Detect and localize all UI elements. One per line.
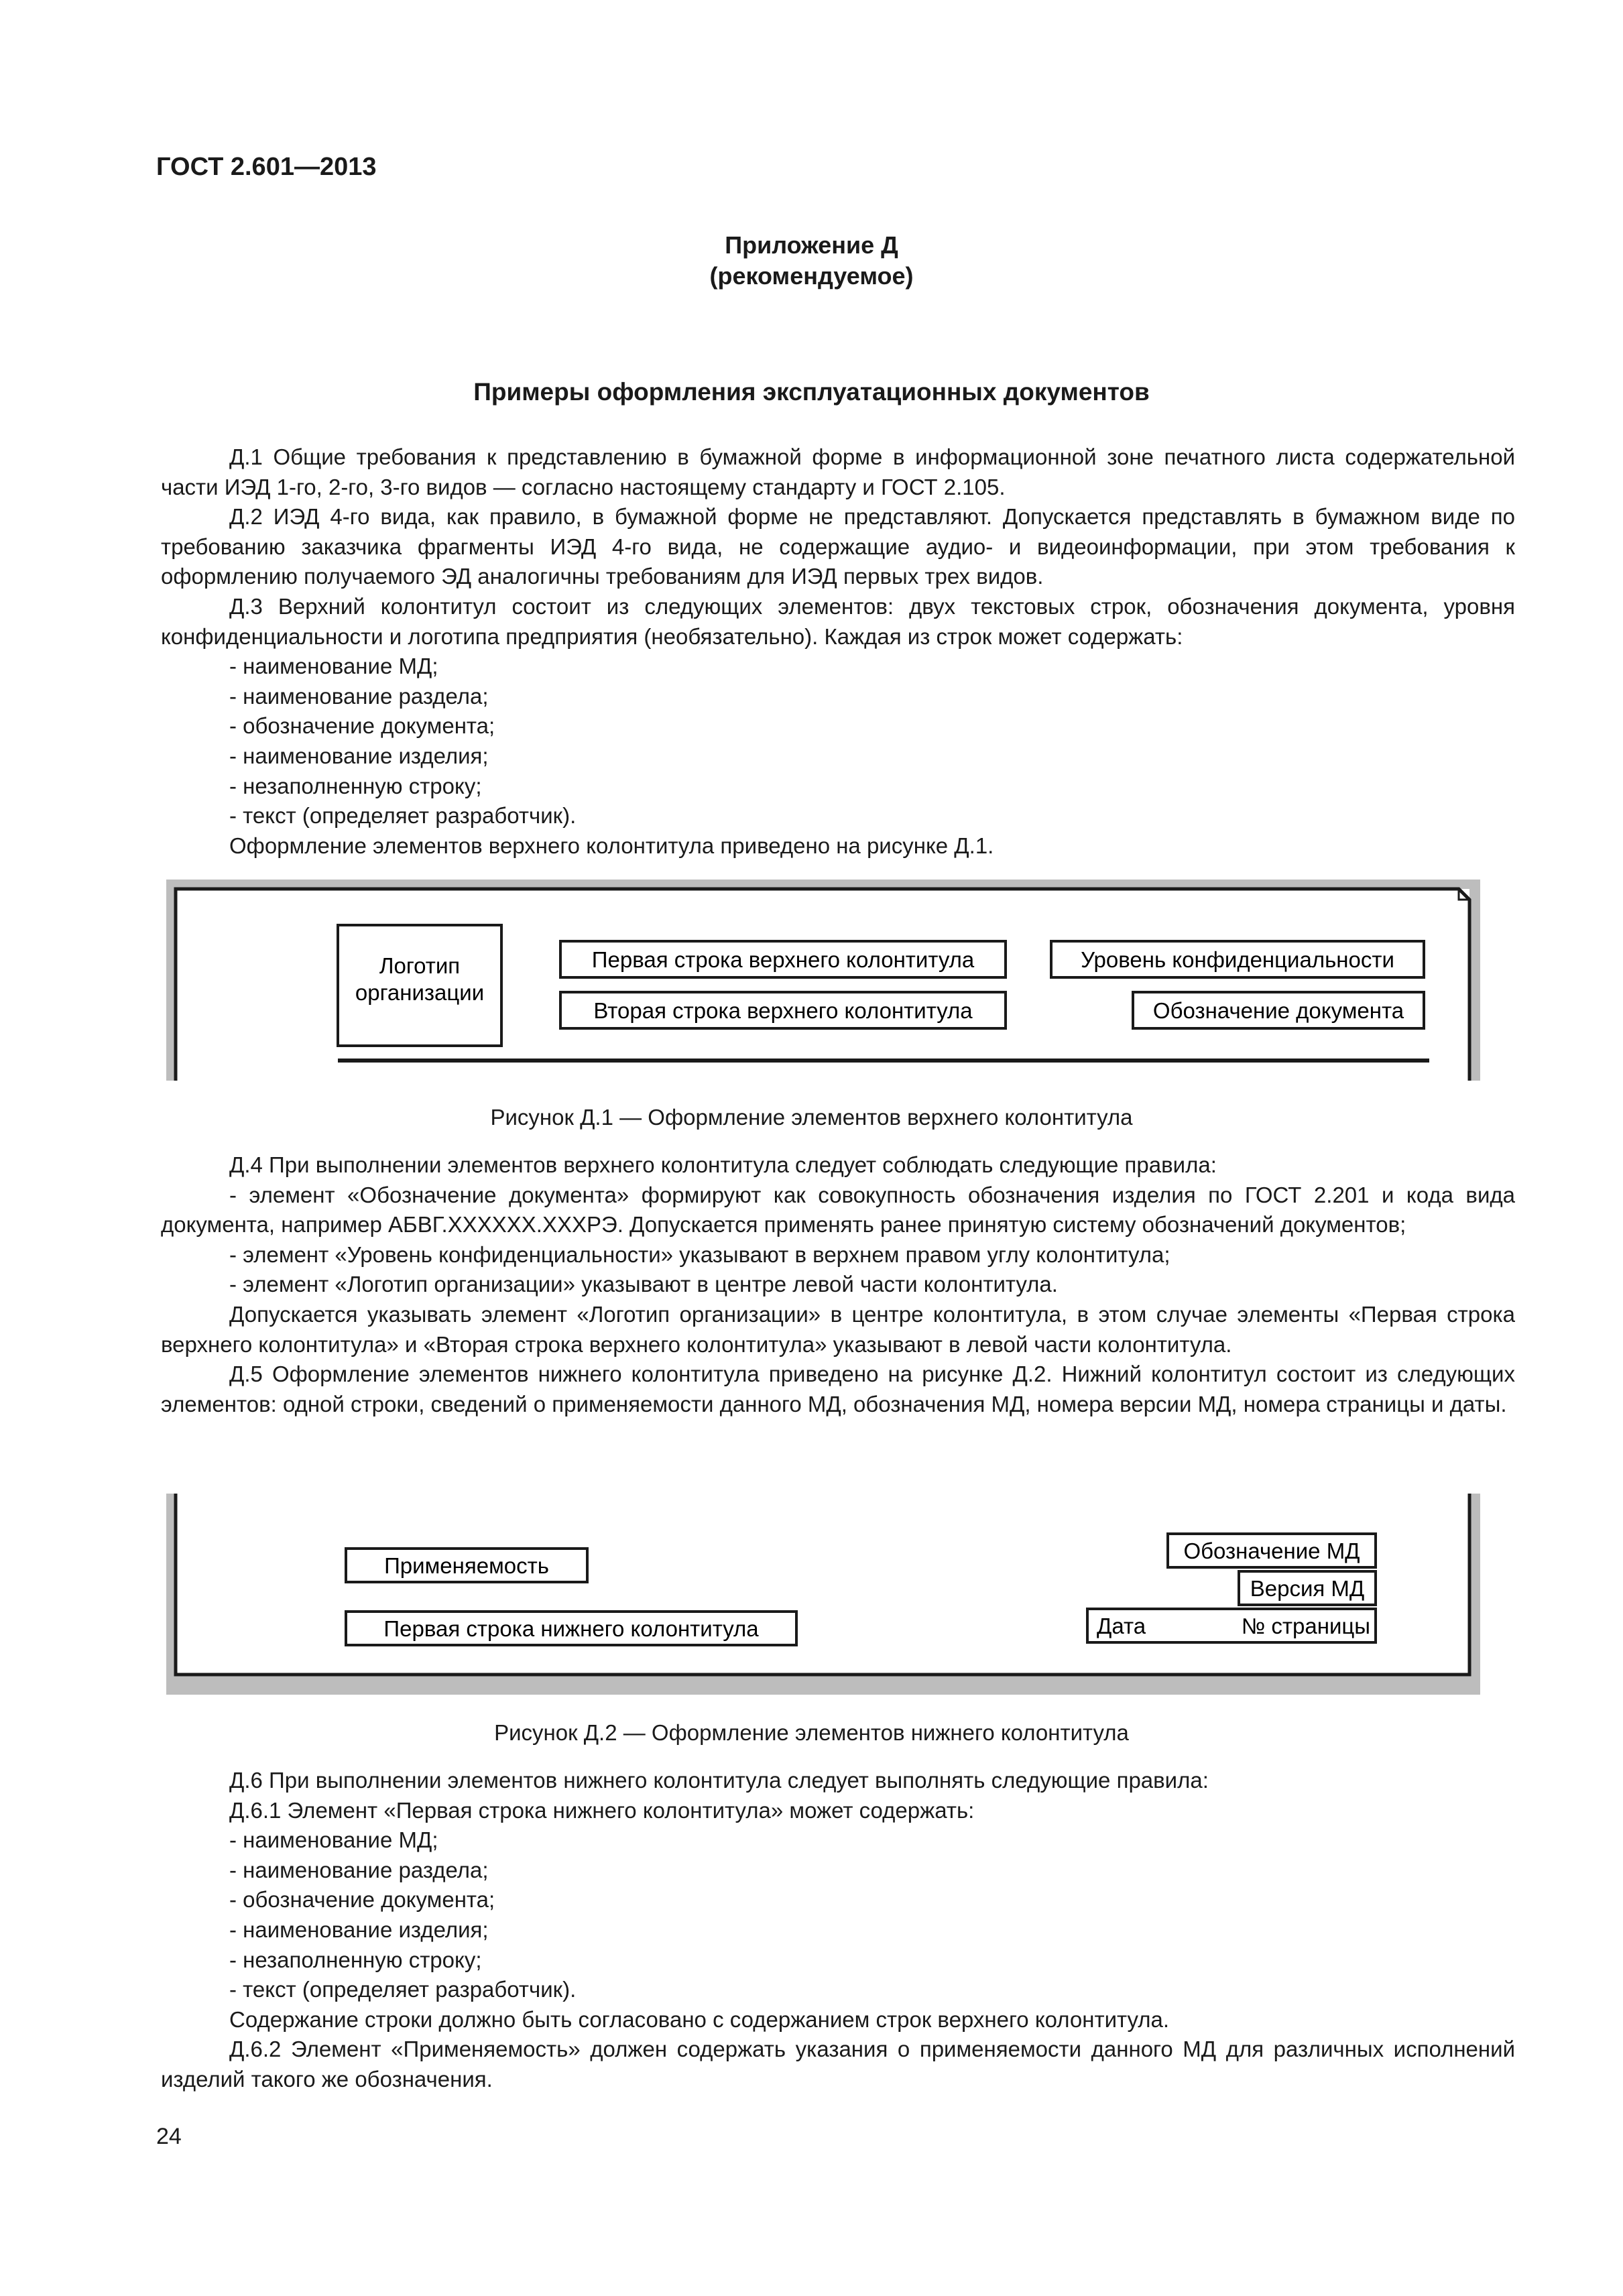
list-item: - незаполненную строку; bbox=[229, 773, 482, 798]
appendix-status: (рекомендуемое) bbox=[709, 262, 914, 290]
paragraph-d6: Д.6 При выполнении элементов нижнего колонтитула следует выполнять следующие правила: bbox=[229, 1768, 1209, 1793]
page-number-label: № страницы bbox=[1241, 1614, 1370, 1638]
standard-designation: ГОСТ 2.601—2013 bbox=[156, 153, 377, 181]
figure-d1-caption: Рисунок Д.1 — Оформление элементов верхнего колонтитула bbox=[490, 1105, 1133, 1130]
second-line-label: Вторая строка верхнего колонтитула bbox=[593, 998, 973, 1023]
list-item: - наименование МД; bbox=[229, 1827, 438, 1853]
logo-text-line1: Логотип bbox=[379, 953, 461, 978]
list-item: - обозначение документа; bbox=[229, 1887, 495, 1913]
first-line-label: Первая строка верхнего колонтитула bbox=[591, 947, 975, 972]
list-item: - текст (определяет разработчик). bbox=[229, 803, 577, 829]
md-version-label: Версия МД bbox=[1250, 1576, 1365, 1601]
paragraph-d2: Д.2 ИЭД 4-го вида, как правило, в бумажной форме не представляют. Допускается представлять в бумажном виде по требованию заказчика фрагменты ИЭД 4-го вида, не содержащие аудио- и видеоинформации, при этом требования к оформлению получаемого ЭД аналогичны требованиям для ИЭД первых трех видов. bbox=[161, 504, 1515, 589]
paragraph-d4-rule2: - элемент «Уровень конфиденциальности» указывают в верхнем правом углу колонтитула; bbox=[229, 1242, 1170, 1267]
applicability-label: Применяемость bbox=[384, 1553, 549, 1578]
paragraph-d5: Д.5 Оформление элементов нижнего колонтитула приведено на рисунке Д.2. Нижний колонтитул состоит из следующих элементов: одной строки, сведений о применяемости данного МД, обозначения МД, номера версии МД, номера страницы и даты. bbox=[161, 1362, 1515, 1416]
md-designation-label: Обозначение МД bbox=[1183, 1538, 1360, 1563]
doc-designation-label: Обозначение документа bbox=[1152, 998, 1404, 1023]
text-block-1 bbox=[161, 442, 1515, 861]
section-title: Примеры оформления эксплуатационных документов bbox=[473, 378, 1150, 406]
footer-first-line-label: Первая строка нижнего колонтитула bbox=[383, 1616, 759, 1641]
list-item: - наименование раздела; bbox=[229, 683, 489, 709]
list-item: - обозначение документа; bbox=[229, 713, 495, 739]
list-item: - наименование раздела; bbox=[229, 1857, 489, 1882]
list-item: - текст (определяет разработчик). bbox=[229, 1977, 577, 2002]
appendix-title: Приложение Д bbox=[725, 231, 898, 259]
paragraph-fig1-ref: Оформление элементов верхнего колонтитула приведено на рисунке Д.1. bbox=[229, 833, 994, 858]
paragraph-d4: Д.4 При выполнении элементов верхнего колонтитула следует соблюдать следующие правила: bbox=[229, 1152, 1217, 1177]
confidentiality-label: Уровень конфиденциальности bbox=[1081, 947, 1394, 972]
figure-d1 bbox=[166, 880, 1480, 1081]
paragraph-d61: Д.6.1 Элемент «Первая строка нижнего колонтитула» может содержать: bbox=[229, 1797, 975, 1823]
text-block-3 bbox=[161, 1766, 1515, 2095]
figure-d2-drawing bbox=[166, 1494, 1480, 1695]
paragraph-d4-note: Допускается указывать элемент «Логотип организации» в центре колонтитула, в этом случае элементы «Первая строка верхнего колонтитула» и «Вторая строка верхнего колонтитула» указывают в левой части колонтитула. bbox=[161, 1301, 1515, 1357]
paragraph-d3: Д.3 Верхний колонтитул состоит из следующих элементов: двух текстовых строк, обозначения документа, уровня конфиденциальности и логотипа предприятия (необязательно). Каждая из строк может содержать: bbox=[161, 593, 1515, 649]
appendix-heading bbox=[0, 230, 1623, 292]
paragraph-d61-note: Содержание строки должно быть согласовано с содержанием строк верхнего колонтитула. bbox=[229, 2006, 1170, 2032]
paragraph-d62: Д.6.2 Элемент «Применяемость» должен содержать указания о применяемости данного МД для различных исполнений изделий такого же обозначения. bbox=[161, 2037, 1515, 2092]
figure-d2-caption: Рисунок Д.2 — Оформление элементов нижнего колонтитула bbox=[494, 1720, 1129, 1745]
page-number: 24 bbox=[156, 2124, 182, 2149]
paragraph-d4-rule3: - элемент «Логотип организации» указывают в центре левой части колонтитула. bbox=[229, 1272, 1058, 1297]
paragraph-d4-rule1: - элемент «Обозначение документа» формируют как совокупность обозначения изделия по ГОСТ 2.201 и кода вида документа, например АБВГ.XXXXXX.XXXРЭ. Допускается применять ранее принятую систему обозначений документов; bbox=[161, 1182, 1515, 1237]
paragraph-d1: Д.1 Общие требования к представлению в бумажной форме в информационной зоне печатного листа содержательной части ИЭД 1-го, 2-го, 3-го видов — согласно настоящему стандарту и ГОСТ 2.105. bbox=[161, 444, 1515, 499]
figure-d2 bbox=[166, 1494, 1480, 1695]
figure-d1-drawing bbox=[166, 880, 1480, 1081]
list-item: - наименование МД; bbox=[229, 654, 438, 679]
date-label: Дата bbox=[1097, 1614, 1146, 1638]
text-block-2 bbox=[161, 1150, 1515, 1419]
list-item: - наименование изделия; bbox=[229, 1917, 489, 1942]
list-item: - наименование изделия; bbox=[229, 743, 489, 768]
logo-text-line2: организации bbox=[355, 980, 485, 1005]
list-item: - незаполненную строку; bbox=[229, 1947, 482, 1972]
